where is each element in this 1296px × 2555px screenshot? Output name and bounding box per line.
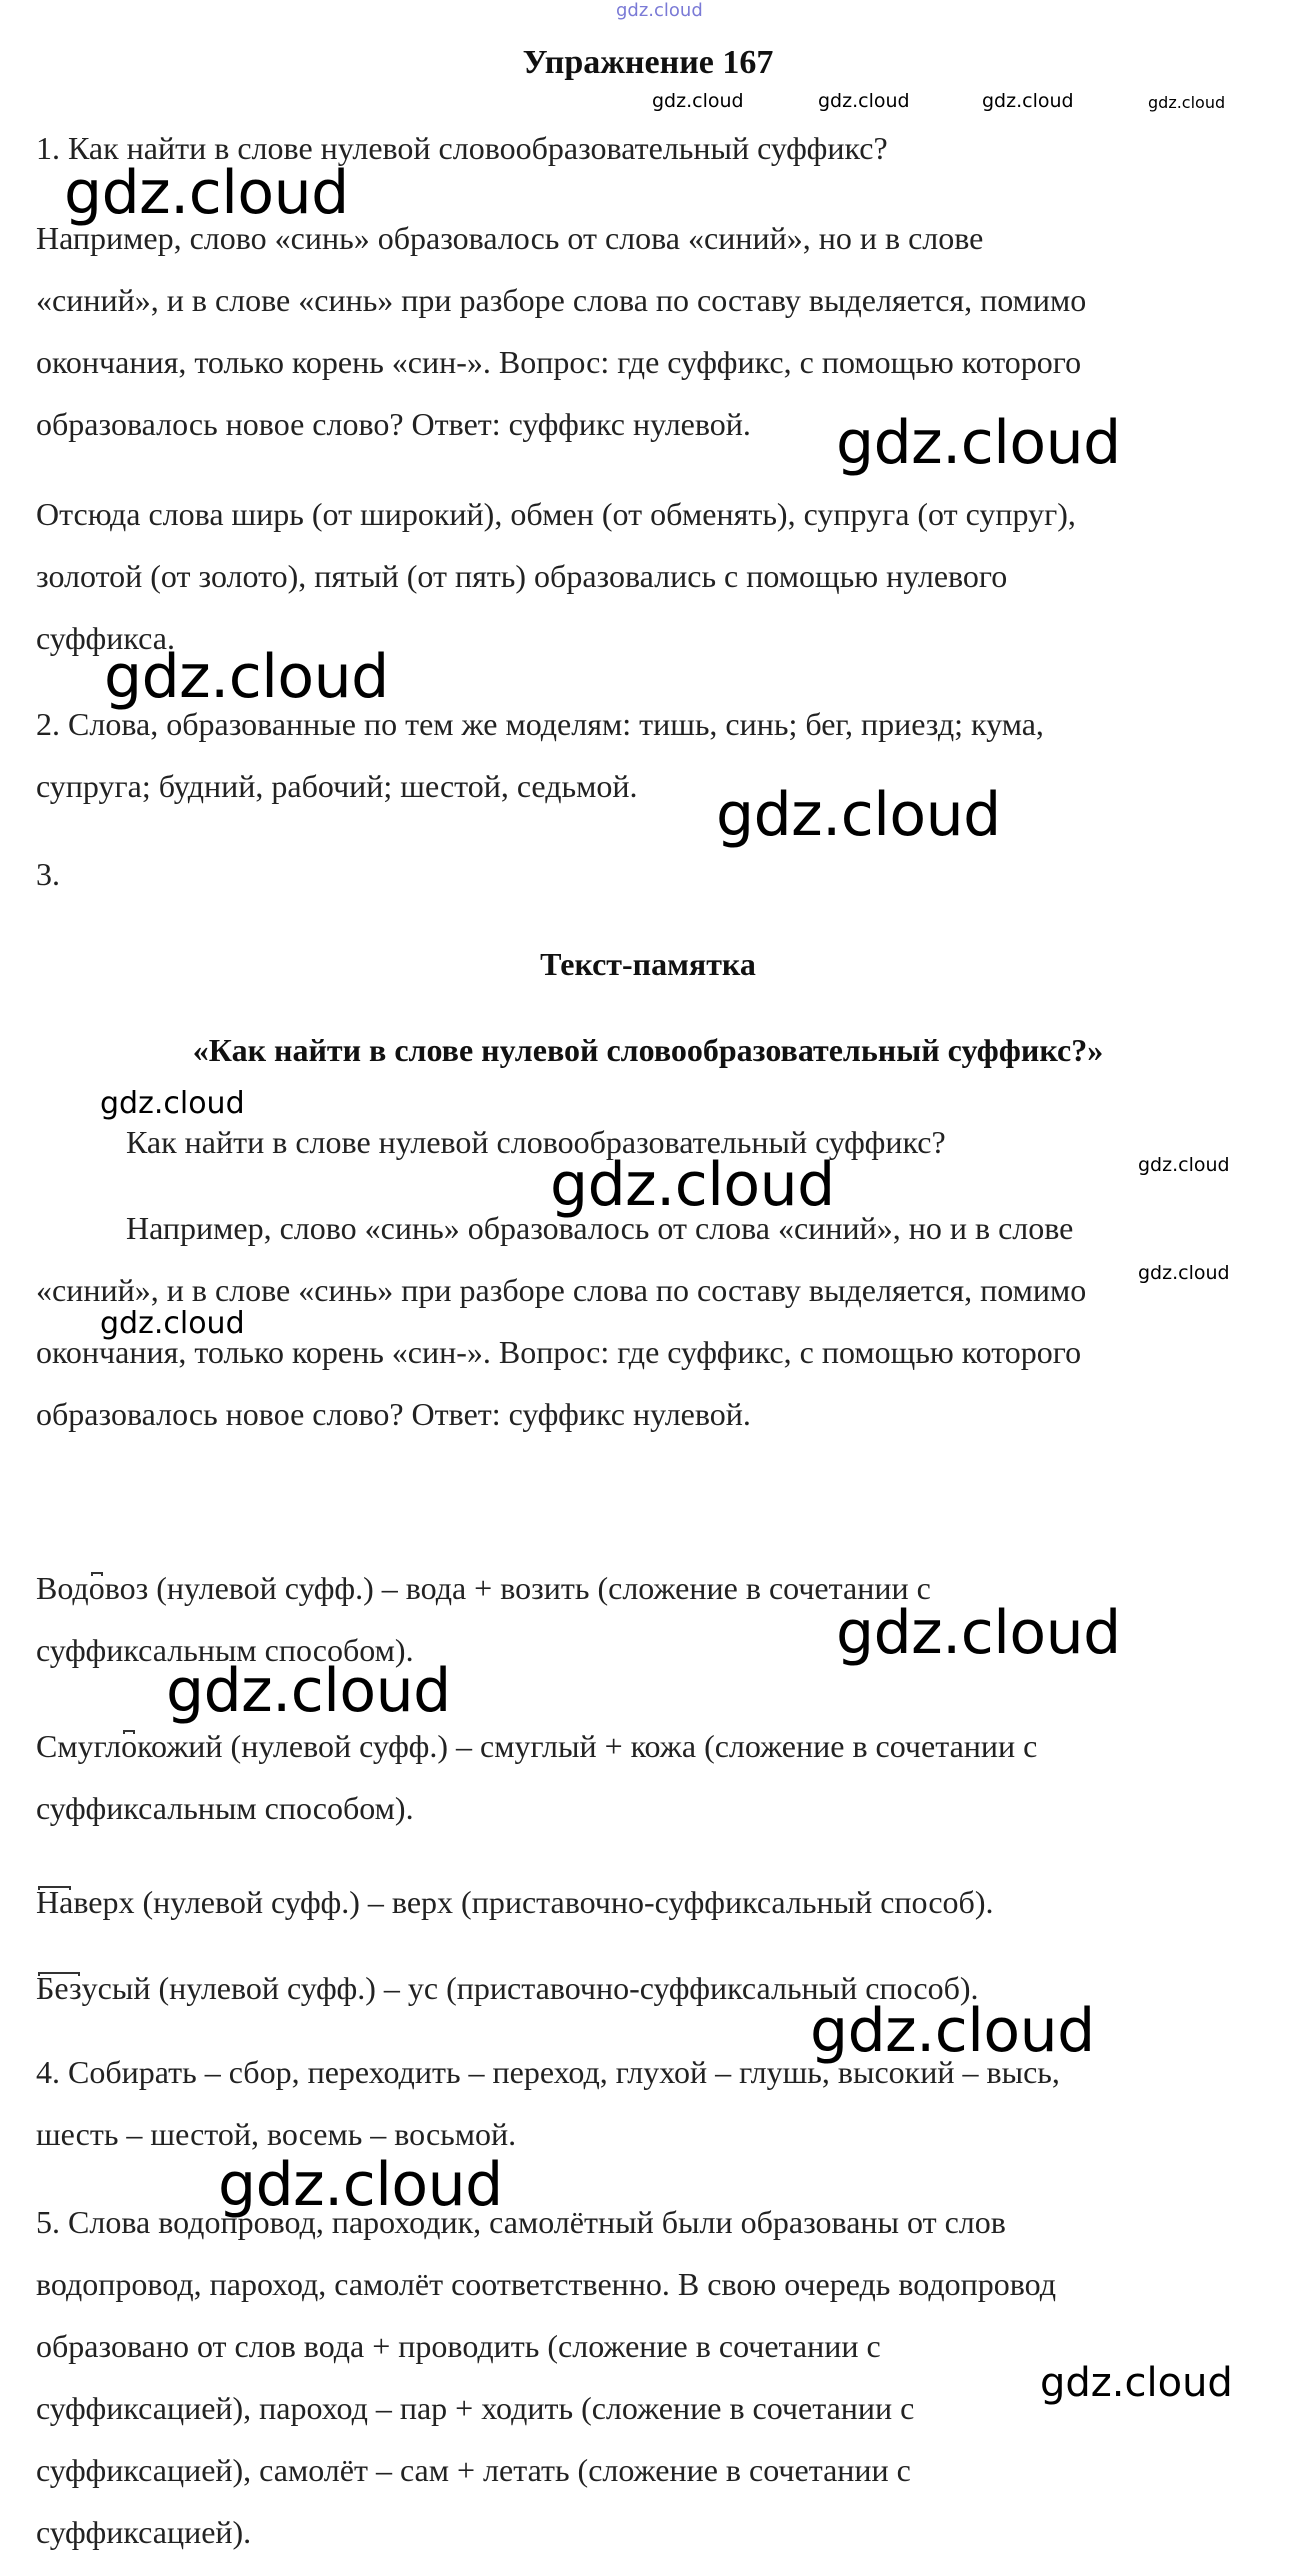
- section5-line: суффиксацией).: [36, 2514, 252, 2550]
- watermark: gdz.cloud: [836, 1598, 1121, 1668]
- watermark: gdz.cloud: [550, 1150, 835, 1220]
- prefix-mark: На: [36, 1884, 74, 1920]
- analysis-word-naverkh: Наверх (нулевой суфф.) – верх (приставочно-суффиксальный способ).: [36, 1884, 994, 1920]
- watermark: gdz.cloud: [1148, 93, 1226, 112]
- section2-line: супруга; будний, рабочий; шестой, седьмой.: [36, 768, 638, 804]
- watermark: gdz.cloud: [652, 90, 744, 112]
- analysis-word-vodovoz: Водовоз (нулевой суфф.) – вода + возить (сложение в сочетании с: [36, 1570, 931, 1606]
- watermark: gdz.cloud: [818, 90, 910, 112]
- section5-line: водопровод, пароход, самолёт соответственно. В свою очередь водопровод: [36, 2266, 1056, 2302]
- section5-line: суффиксацией), пароход – пар + ходить (сложение в сочетании с: [36, 2390, 915, 2426]
- memo-line: окончания, только корень «син-». Вопрос: где суффикс, с помощью которого: [36, 1334, 1082, 1370]
- watermark: gdz.cloud: [218, 2150, 503, 2220]
- watermark: gdz.cloud: [982, 90, 1074, 112]
- section1-line: золотой (от золото), пятый (от пять) образовались с помощью нулевого: [36, 558, 1008, 594]
- top-watermark: gdz.cloud: [616, 0, 703, 21]
- interfix-mark: о: [88, 1570, 105, 1606]
- section5-line: суффиксацией), самолёт – сам + летать (сложение в сочетании с: [36, 2452, 911, 2488]
- memo-subtitle: «Как найти в слове нулевой словообразовательный суффикс?»: [192, 1032, 1104, 1068]
- watermark: gdz.cloud: [836, 408, 1121, 478]
- memo-line: Как найти в слове нулевой словообразовательный суффикс?: [126, 1124, 946, 1160]
- watermark: gdz.cloud: [1138, 1262, 1230, 1284]
- section4-line: 4. Собирать – сбор, переходить – переход, глухой – глушь, высокий – высь,: [36, 2054, 1060, 2090]
- memo-title: Текст-памятка: [540, 946, 756, 982]
- section5-line: образовано от слов вода + проводить (сложение в сочетании с: [36, 2328, 881, 2364]
- section1-line: Например, слово «синь» образовалось от слова «синий», но и в слове: [36, 220, 984, 256]
- memo-line: образовалось новое слово? Ответ: суффикс нулевой.: [36, 1396, 751, 1432]
- section1-line: окончания, только корень «син-». Вопрос: где суффикс, с помощью которого: [36, 344, 1082, 380]
- section1-question: 1. Как найти в слове нулевой словообразовательный суффикс?: [36, 130, 888, 166]
- watermark: gdz.cloud: [64, 158, 349, 228]
- watermark: gdz.cloud: [166, 1656, 451, 1726]
- interfix-mark: о: [121, 1728, 138, 1764]
- watermark: gdz.cloud: [716, 780, 1001, 850]
- section1-line: суффикса.: [36, 620, 175, 656]
- analysis-line: суффиксальным способом).: [36, 1632, 414, 1668]
- watermark: gdz.cloud: [104, 642, 389, 712]
- section1-line: «синий», и в слове «синь» при разборе слова по составу выделяется, помимо: [36, 282, 1087, 318]
- analysis-line: суффиксальным способом).: [36, 1790, 414, 1826]
- watermark: gdz.cloud: [100, 1086, 245, 1121]
- section3-number: 3.: [36, 856, 60, 892]
- memo-line: «синий», и в слове «синь» при разборе слова по составу выделяется, помимо: [36, 1272, 1087, 1308]
- section1-line: Отсюда слова ширь (от широкий), обмен (от обменять), супруга (от супруг),: [36, 496, 1076, 532]
- prefix-mark: Без: [36, 1970, 82, 2006]
- section2-line: 2. Слова, образованные по тем же моделям: тишь, синь; бег, приезд; кума,: [36, 706, 1044, 742]
- analysis-word-bezusyy: Безусый (нулевой суфф.) – ус (приставочно-суффиксальный способ).: [36, 1970, 979, 2006]
- watermark: gdz.cloud: [1138, 1154, 1230, 1176]
- section5-line: 5. Слова водопровод, пароходик, самолётный были образованы от слов: [36, 2204, 1006, 2240]
- section4-line: шесть – шестой, восемь – восьмой.: [36, 2116, 517, 2152]
- analysis-word-smuglokozhiy: Смуглокожий (нулевой суфф.) – смуглый + кожа (сложение в сочетании с: [36, 1728, 1038, 1764]
- watermark: gdz.cloud: [100, 1306, 245, 1341]
- watermark: gdz.cloud: [1040, 2360, 1233, 2406]
- watermark: gdz.cloud: [810, 1996, 1095, 2066]
- memo-line: Например, слово «синь» образовалось от слова «синий», но и в слове: [126, 1210, 1074, 1246]
- page-title: Упражнение 167: [522, 44, 774, 81]
- section1-line: образовалось новое слово? Ответ: суффикс нулевой.: [36, 406, 751, 442]
